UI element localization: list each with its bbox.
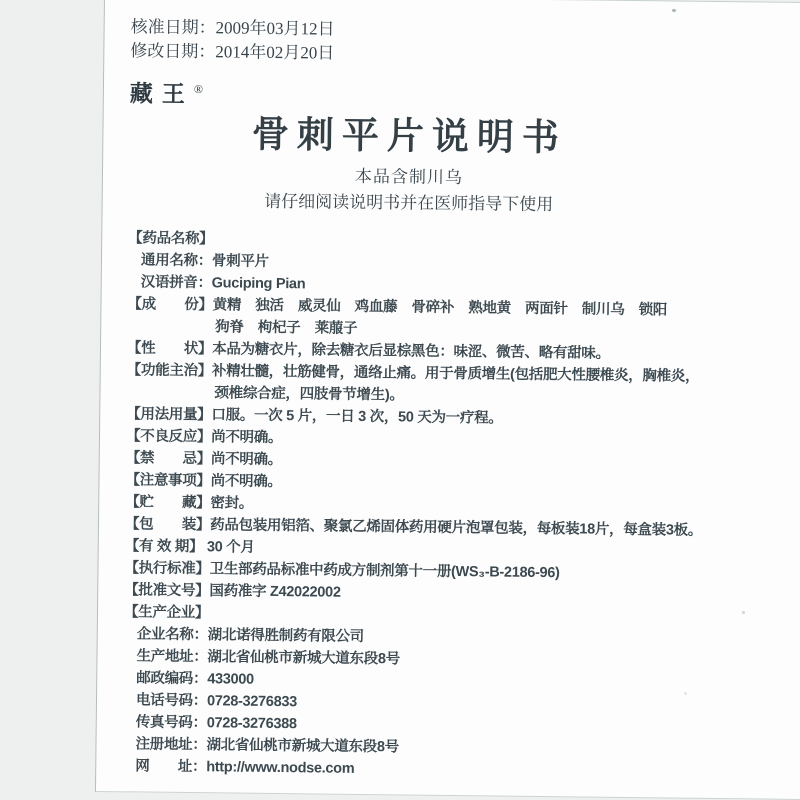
spec-line: 注册地址：湖北省仙桃市新城大道东段8号 (135, 736, 399, 756)
spec-line: 网 址：http://www.nodse.com (135, 758, 355, 777)
revision-date-line (130, 39, 690, 69)
spec-line: 【性 状】本品为糖衣片，除去糖衣后显棕黑色：味涩、微苦、略有甜味。 (126, 340, 610, 362)
spec-line: 【不良反应】尚不明确。 (125, 428, 283, 447)
spec-line: 【注意事项】尚不明确。 (125, 472, 282, 491)
spec-line: 企业名称：湖北诺得胜制药有限公司 (136, 626, 365, 645)
revision-date-value: 2014年02月20日 (215, 42, 335, 63)
spec-line: 【批准文号】国药准字 Z42022002 (124, 582, 341, 601)
spec-line: 【有 效 期】 30 个月 (124, 538, 255, 556)
approval-date-value: 2009年03月12日 (215, 18, 335, 39)
scan-speck (684, 692, 687, 695)
spec-line: 【包 装】药品包装用铝箔、聚氯乙烯固体药用硬片泡罩包装，每板装18片，每盒装3板。 (124, 516, 703, 539)
scan-speck (672, 9, 676, 12)
revision-date-label: 修改日期： (130, 41, 216, 62)
document-sheet (95, 0, 800, 800)
spec-line: 【成 份】黄精 独活 威灵仙 鸡血藤 骨碎补 熟地黄 两面针 制川乌 锁阳 (127, 296, 668, 319)
caution-note: 请仔细阅读说明书并在医师指导下使用 (264, 191, 554, 215)
spec-line: 【用法用量】口服。一次 5 片，一日 3 次，50 天为一疗程。 (126, 406, 503, 427)
page-title: 骨刺平片说明书 (251, 114, 568, 160)
spec-line: 通用名称：骨刺平片 (140, 252, 269, 270)
brand-logo (130, 73, 690, 115)
spec-line: 颈椎综合症，四肢骨节增生)。 (214, 385, 404, 404)
spec-line: 【贮 藏】密封。 (125, 494, 254, 512)
spec-line: 【药品名称】 (128, 230, 214, 248)
spec-lines (122, 227, 703, 783)
spec-line: 【功能主治】补精壮髓，壮筋健骨，通络止痛。用于骨质增生(包括肥大性腰椎炎，胸椎炎， (126, 362, 700, 385)
spec-line: 【执行标准】卫生部药品标准中药成方制剂第十一册(WS₃-B-2186-96) (124, 560, 560, 582)
spec-line: 传真号码：0728-3276388 (135, 714, 297, 733)
spec-line: 电话号码：0728-3276833 (135, 692, 298, 711)
scan-speck (742, 611, 745, 614)
spec-line: 【禁 忌】尚不明确。 (125, 450, 283, 469)
approval-date-label: 核准日期： (130, 17, 216, 38)
spec-line: 生产地址：湖北省仙桃市新城大道东段8号 (136, 648, 400, 668)
leaflet-content (96, 0, 703, 784)
spec-line: 汉语拼音：Guciping Pian (140, 274, 306, 293)
brand-name: 藏王 (129, 81, 195, 108)
spec-line: 【生产企业】 (123, 604, 210, 622)
registered-trademark-icon: ® (193, 82, 204, 97)
contains-note: 本品含制川乌 (354, 166, 464, 188)
spec-line: 狗脊 枸杞子 莱菔子 (215, 319, 358, 337)
spec-line: 邮政编码：433000 (136, 670, 254, 688)
